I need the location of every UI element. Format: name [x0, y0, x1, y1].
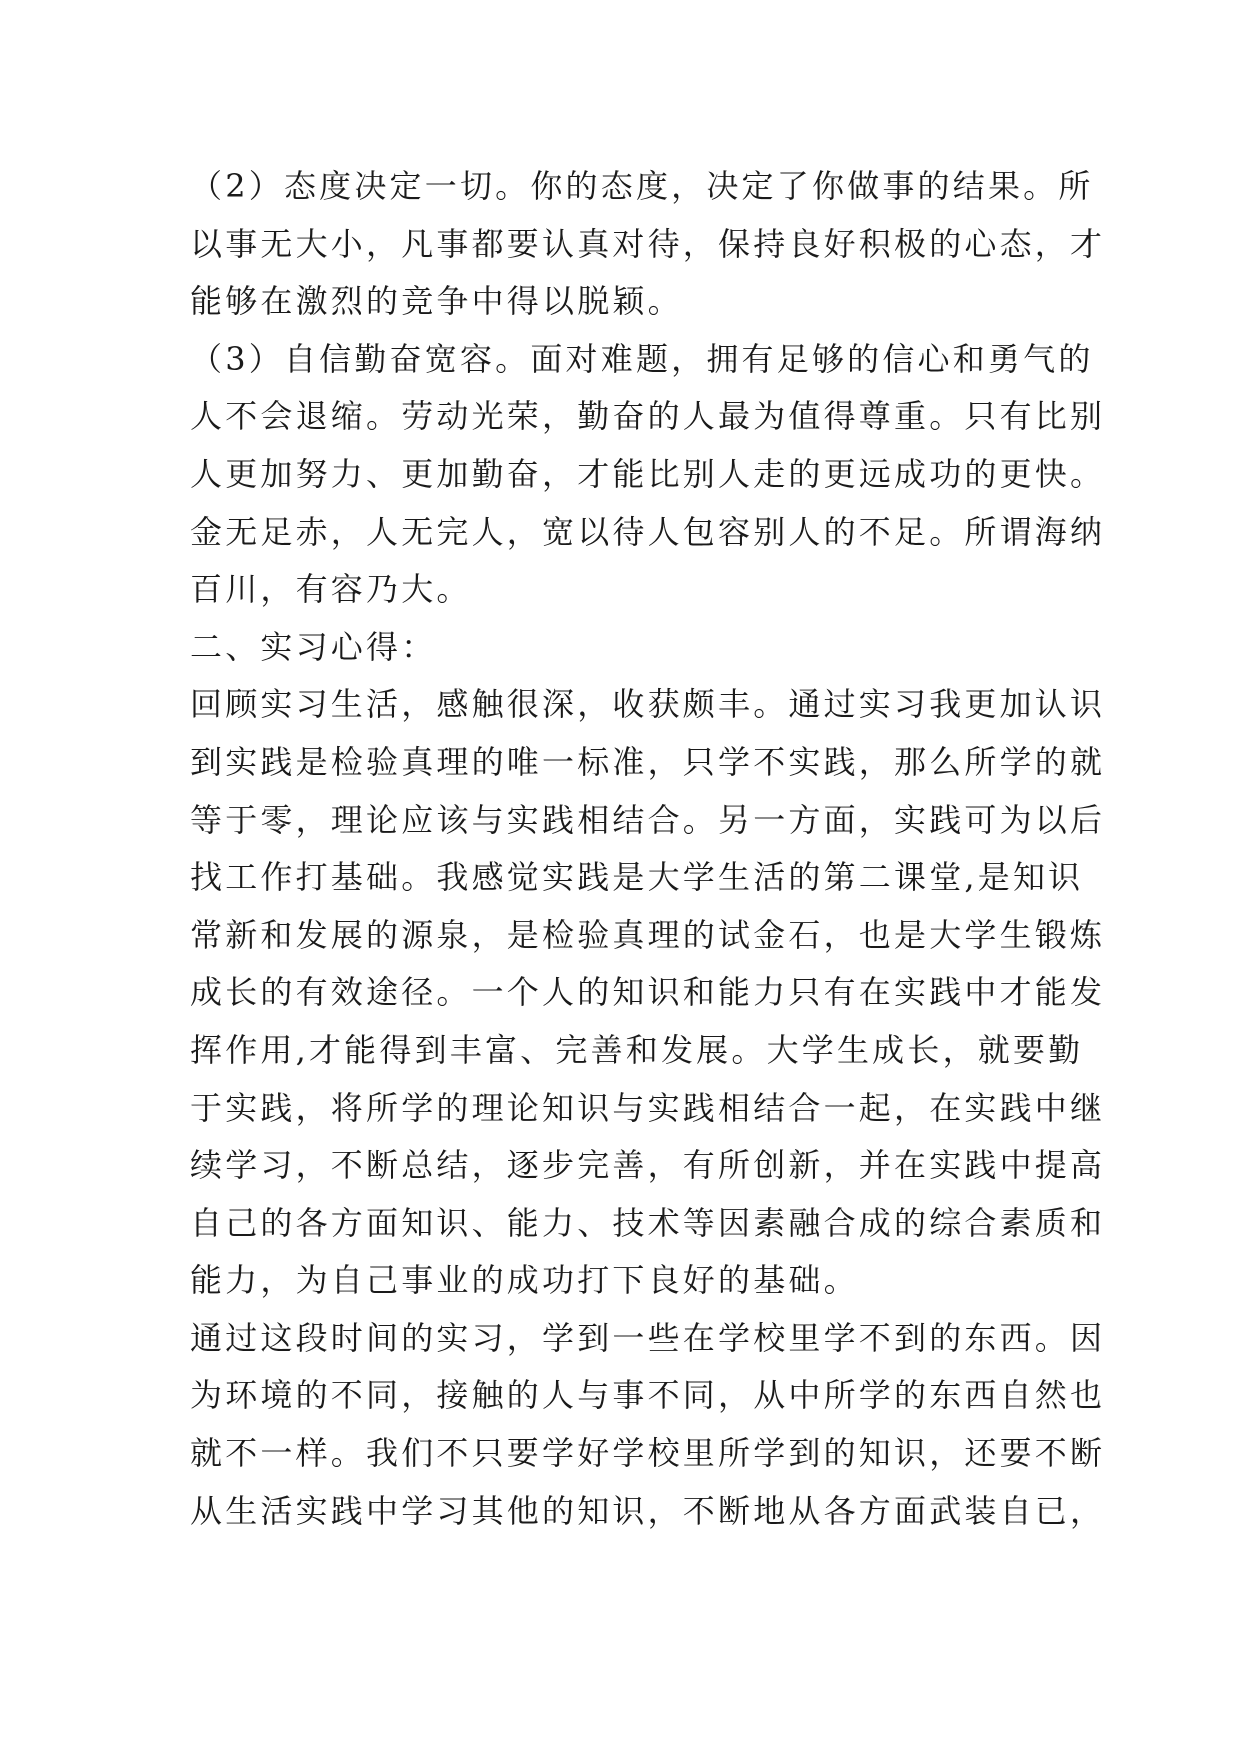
- text-line: 从生活实践中学习其他的知识，不断地从各方面武装自已，: [190, 1491, 1106, 1530]
- text-line: （2）态度决定一切。你的态度，决定了你做事的结果。所: [190, 167, 1094, 205]
- text-line: 续学习，不断总结，逐步完善，有所创新，并在实践中提高: [190, 1146, 1106, 1185]
- text-line: 找工作打基础。我感觉实践是大学生活的第二课堂,是知识: [190, 858, 1084, 897]
- section-heading: 二、实习心得：: [190, 627, 437, 666]
- text-line: 通过这段时间的实习，学到一些在学校里学不到的东西。因: [190, 1318, 1106, 1357]
- text-line: 自己的各方面知识、能力、技术等因素融合成的综合素质和: [190, 1203, 1106, 1242]
- text-line: 以事无大小，凡事都要认真对待，保持良好积极的心态，才: [190, 224, 1106, 263]
- text-line: 能够在激烈的竞争中得以脱颖。: [190, 282, 683, 321]
- text-line: 常新和发展的源泉，是检验真理的试金石，也是大学生锻炼: [190, 915, 1106, 954]
- text-line: 就不一样。我们不只要学好学校里所学到的知识，还要不断: [190, 1434, 1106, 1473]
- text-line: 人更加努力、更加勤奋，才能比别人走的更远成功的更快。: [190, 454, 1106, 493]
- text-line: 为环境的不同，接触的人与事不同，从中所学的东西自然也: [190, 1376, 1106, 1415]
- text-line: 回顾实习生活，感触很深，收获颇丰。通过实习我更加认识: [190, 685, 1106, 724]
- body-text: [190, 158, 1106, 1540]
- text-line: （3）自信勤奋宽容。面对难题，拥有足够的信心和勇气的: [190, 339, 1094, 378]
- text-line: 于实践，将所学的理论知识与实践相结合一起，在实践中继: [190, 1088, 1106, 1127]
- text-line: 能力，为自己事业的成功打下良好的基础。: [190, 1261, 859, 1300]
- text-line: 挥作用,才能得到丰富、完善和发展。大学生成长，就要勤: [190, 1030, 1084, 1069]
- text-line: 等于零，理论应该与实践相结合。另一方面，实践可为以后: [190, 800, 1106, 839]
- text-line: 人不会退缩。劳动光荣，勤奋的人最为值得尊重。只有比别: [190, 397, 1106, 436]
- text-line: 金无足赤，人无完人，宽以待人包容别人的不足。所谓海纳: [190, 512, 1106, 551]
- text-line: 到实践是检验真理的唯一标准，只学不实践，那么所学的就: [190, 742, 1106, 781]
- text-line: 百川，有容乃大。: [190, 570, 472, 609]
- text-line: 成长的有效途径。一个人的知识和能力只有在实践中才能发: [190, 973, 1106, 1012]
